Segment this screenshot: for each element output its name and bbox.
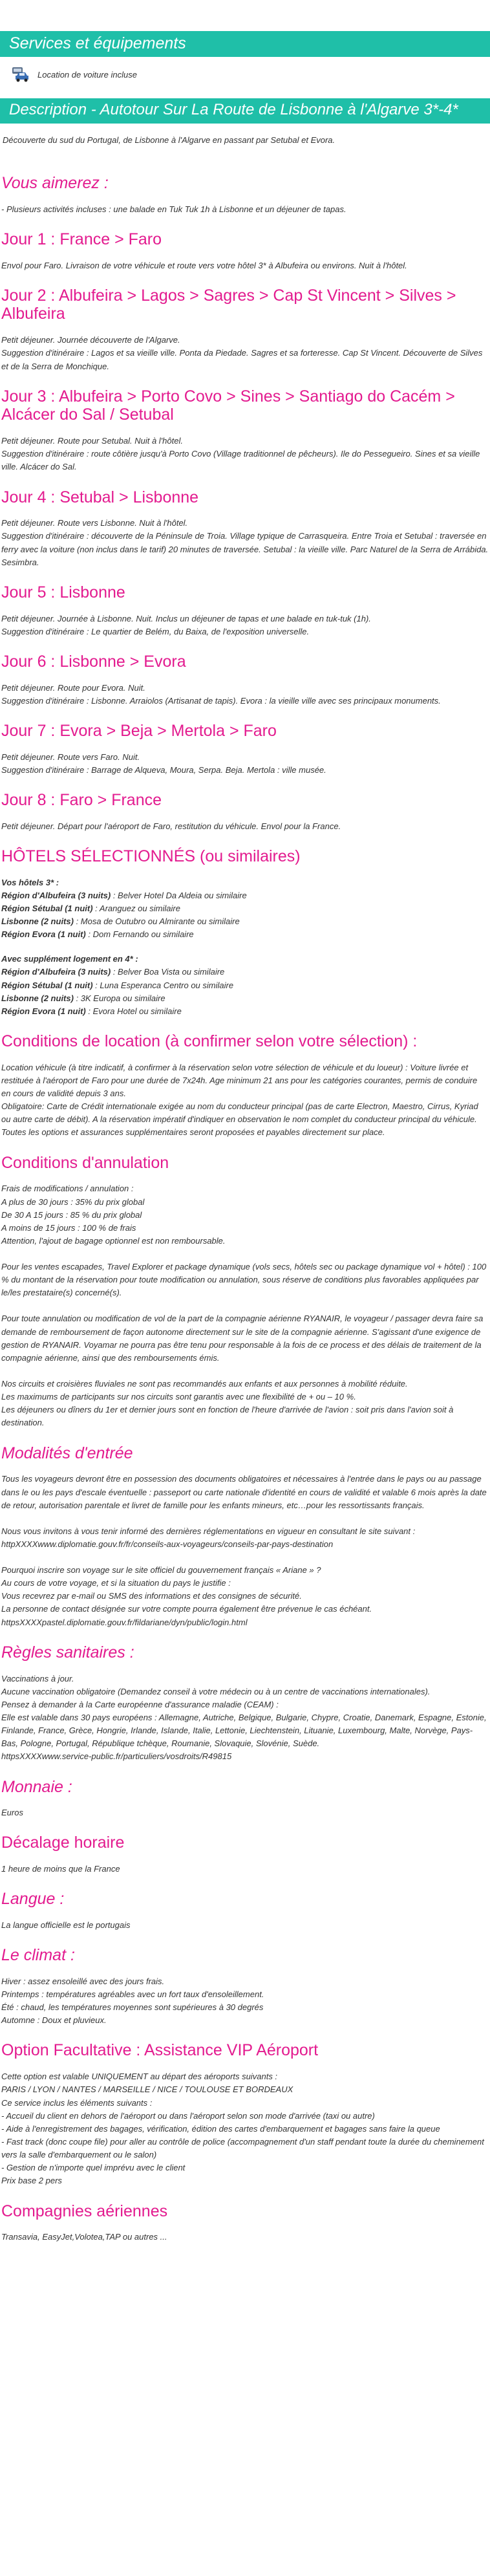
day-5-line: Suggestion d'itinéraire : Le quartier de Belém, du Baixa, de l'exposition universelle. [1, 626, 310, 636]
hotel-row: Région Evora (1 nuit) : Evora Hotel ou similaire [1, 1006, 182, 1016]
modalites-text: Tous les voyageurs devront être en possession des documents obligatoires et nécessaires à l'entrée dans le pays ou au passage dans le ou les pays d'escale éventuelle : passeport ou carte nationale d'identité en cours de validité et valable 6 mois après la date de retour, autorisation parentale et livret de famille pour les enfants mineurs, etc…pour les ressortissants français. Nous vous invitons à vous tenir informé des dernières réglementations en vigueur en consultant le site suivant : httpXXXXwww.diplomatie.gouv.fr/fr/conseils-aux-voyageurs/conseils-par-pays-destination Pourquoi inscrire son voyage sur le site officiel du gouvernement français « Ariane » ? Au cours de votre voyage, et si la situation du pays le justifie : Vous recevrez par e-mail ou SMS des informations et des consignes de sécurité. La personne de contact désignée sur votre compte pourra également être prévenue le cas échéant. httpsXXXXpastel.diplomatie.gouv.fr/fildariane/dyn/public/login.html [1, 1474, 487, 1627]
option-text: Cette option est valable UNIQUEMENT au départ des aéroports suivants : PARIS / LYON / NANTES / MARSEILLE / NICE / TOULOUSE ET BORDEAUX Ce service inclus les éléments suivants : - Accueil du client en dehors de l'aéroport ou dans l'aéroport selon son mode d'arrivée (taxi ou autre) - Aide à l'enregistrement des bagages, vérification, édition des cartes d'embarquement et bagages sans faire la queue - Fast track (donc coupe file) pour aller au contrôle de police (accompagnement d'un staff pendant toute la durée du cheminement vers la salle d'embarquement ou le salon) - Gestion de n'importe quel imprévu avec le client Prix base 2 pers [1, 2072, 484, 2186]
service-item-car [0, 57, 490, 98]
day-5-title: Jour 5 : Lisbonne [1, 583, 125, 601]
day-7-line: Petit déjeuner. Route vers Faro. Nuit. [1, 752, 140, 762]
langue-text: La langue officielle est le portugais [1, 1920, 131, 1931]
hotel-row: Lisbonne (2 nuits) : 3K Europa ou similaire [1, 993, 165, 1003]
decalage-text: 1 heure de moins que la France [1, 1864, 120, 1874]
option-title: Option Facultative : Assistance VIP Aéroport [1, 2041, 319, 2060]
hotels-heading: Avec supplément logement en 4* : [1, 954, 138, 964]
hotel-row: Région d'Albufeira (3 nuits) : Belver Boa Vista ou similaire [1, 967, 225, 977]
conditions-annulation-text: Frais de modifications / annulation : A plus de 30 jours : 35% du prix global De 30 A 15 jours : 85 % du prix global A moins de 15 jours : 100 % de frais Attention, l'ajout de bagage optionnel est non remboursable. Pour les ventes escapades, Travel Explorer et package dynamique (vols secs, hôtels sec ou package dynamique vol + hôtel) : 100 % du montant de la réservation pour toute modification ou annulation, sous réserve de conditions plus favorables appliquées par le/les prestataire(s) concerné(s). Pour toute annulation ou modification de vol de la part de la compagnie aérienne RYANAIR, le voyageur / passager devra faire sa demande de remboursement de façon autonome directement sur le site de la compagnie aérienne. S'agissant d'une exigence de gestion de RYANAIR. Voyamar ne pourra pas être tenu pour responsable à la fois de ce process et des délais de traitement de la compagnie aérienne, ainsi que des remboursements émis. Nos circuits et croisières fluviales ne sont pas recommandés aux enfants et aux personnes à mobilité réduite. Les maximums de participants sur nos circuits sont garantis avec une flexibilité de + ou – 10 %. Les déjeuners ou dîners du 1er et dernier jours sont en fonction de l'heure d'arrivée de l'avion : soit pris dans l'avion soit à destination. [1, 1184, 487, 1428]
description-intro: Découverte du sud du Portugal, de Lisbonne à l'Algarve en passant par Setubal et Evora. [3, 135, 336, 145]
hotels-group-3-star [1, 876, 489, 942]
conditions-location-text: Location véhicule (à titre indicatif, à confirmer à la réservation selon votre sélection de véhicule et du loueur) : Voiture livrée et restituée à l'aéroport de Faro pour une durée de 7x24h. Age minimum 21 ans pour les catégories courantes, permis de conduire en cours de validité depuis 3 ans. Obligatoire: Carte de Crédit internationale exigée au nom du conducteur principal (pas de carte Electron, Maestro, Cirrus, Kyriad ou autre carte de débit). A la réservation impératif d'indiquer en observation le nom complet du conducteur principal du véhicule. Toutes les options et assurances supplémentaires seront proposées et payables directement sur place. [1, 1062, 478, 1138]
description-header: Description - Autotour Sur La Route de Lisbonne à l'Algarve 3*-4* [0, 98, 490, 124]
climat-text: Hiver : assez ensoleillé avec des jours frais. Printemps : températures agréables avec un fort taux d'ensoleillement. Été : chaud, les températures moyennes sont supérieures à 30 degrés Automne : Doux et pluvieux. [1, 1976, 264, 2026]
hotel-row: Région Sétubal (1 nuit) : Aranguez ou similaire [1, 903, 180, 913]
hotels-group-4-star [1, 953, 489, 1018]
day-2-line: Suggestion d'itinéraire : Lagos et sa vieille ville. Ponta da Piedade. Sagres et sa forteresse. Cap St Vincent. Découverte de Silves et de la Serra de Monchique. [1, 348, 483, 371]
day-8-title: Jour 8 : Faro > France [1, 790, 162, 809]
day-4-title: Jour 4 : Setubal > Lisbonne [1, 488, 199, 506]
monnaie-text: Euros [1, 1808, 23, 1818]
vous-aimerez-title: Vous aimerez : [1, 173, 109, 192]
day-4-line: Suggestion d'itinéraire : découverte de la Péninsule de Troia. Village typique de Carrasqueira. Entre Troia et Setubal : traversée en ferry avec la voiture (non inclus dans le tarif) 20 minutes de traversée. Setubal : la vieille ville. Parc Naturel de la Serra de Arrábida. Sesimbra. [1, 531, 489, 567]
day-7-line: Suggestion d'itinéraire : Barrage de Alqueva, Moura, Serpa. Beja. Mertola : ville musée. [1, 764, 326, 775]
day-3-title: Jour 3 : Albufeira > Porto Covo > Sines > Santiago do Cacém > Alcácer do Sal / Setubal [1, 387, 455, 424]
modalites-title: Modalités d'entrée [1, 1444, 133, 1462]
day-6-line: Petit déjeuner. Route pour Evora. Nuit. [1, 682, 145, 693]
day-5-line: Petit déjeuner. Journée à Lisbonne. Nuit. Inclus un déjeuner de tapas et une balade en tuk-tuk (1h). [1, 613, 371, 623]
hotel-row: Région Sétubal (1 nuit) : Luna Esperanca Centro ou similaire [1, 980, 234, 990]
day-6-title: Jour 6 : Lisbonne > Evora [1, 652, 186, 671]
regles-text: Vaccinations à jour. Aucune vaccination obligatoire (Demandez conseil à votre médecin ou à un centre de vaccinations internationales). Pensez à demander à la Carte européenne d'assurance maladie (CEAM) : Elle est valable dans 30 pays européens : Allemagne, Autriche, Belgique, Bulgarie, Chypre, Croatie, Danemark, Espagne, Estonie, Finlande, France, Grèce, Hongrie, Irlande, Islande, Italie, Lettonie, Liechtenstein, Lituanie, Luxembourg, Malte, Norvège, Pays-Bas, Pologne, Portugal, République tchèque, Roumanie, Slovaquie, Slovénie, Suède. httpsXXXXwww.service-public.fr/particuliers/vosdroits/R49815 [1, 1673, 487, 1762]
hotel-row: Lisbonne (2 nuits) : Mosa de Outubro ou Almirante ou similaire [1, 916, 240, 927]
day-1-line: Envol pour Faro. Livraison de votre véhicule et route vers votre hôtel 3* à Albufeira ou environs. Nuit à l'hôtel. [1, 260, 407, 270]
hotel-row: Région d'Albufeira (3 nuits) : Belver Hotel Da Aldeia ou similaire [1, 890, 247, 900]
hotels-heading: Vos hôtels 3* : [1, 877, 59, 887]
service-item-label: Location de voiture incluse [37, 69, 137, 80]
compagnies-title: Compagnies aériennes [1, 2202, 168, 2220]
decalage-title: Décalage horaire [1, 1834, 125, 1852]
day-3-line: Suggestion d'itinéraire : route côtière jusqu'à Porto Covo (Village traditionnel de pêcheurs). Ile do Pessegueiro. Sines et sa vieille ville. Alcácer do Sal. [1, 449, 480, 472]
climat-title: Le climat : [1, 1946, 75, 1965]
day-8-line: Petit déjeuner. Départ pour l'aéroport de Faro, restitution du véhicule. Envol pour la France. [1, 821, 341, 831]
services-header: Services et équipements [0, 31, 490, 57]
conditions-location-title: Conditions de location (à confirmer selon votre sélection) : [1, 1032, 418, 1051]
description-section [0, 124, 490, 2244]
monnaie-title: Monnaie : [1, 1777, 72, 1796]
day-1-title: Jour 1 : France > Faro [1, 230, 162, 248]
car-icon [12, 66, 30, 84]
compagnies-text: Transavia, EasyJet,Volotea,TAP ou autres ... [1, 2232, 167, 2242]
vous-aimerez-text: - Plusieurs activités incluses : une balade en Tuk Tuk 1h à Lisbonne et un déjeuner de tapas. [1, 204, 346, 214]
day-2-title: Jour 2 : Albufeira > Lagos > Sagres > Cap St Vincent > Silves > Albufeira [1, 286, 456, 323]
day-4-line: Petit déjeuner. Route vers Lisbonne. Nuit à l'hôtel. [1, 518, 188, 528]
hotel-row: Région Evora (1 nuit) : Dom Fernando ou similaire [1, 929, 194, 940]
day-6-line: Suggestion d'itinéraire : Lisbonne. Arraiolos (Artisanat de tapis). Evora : la vieille ville avec ses principaux monuments. [1, 695, 441, 706]
day-7-title: Jour 7 : Evora > Beja > Mertola > Faro [1, 721, 277, 740]
day-2-line: Petit déjeuner. Journée découverte de l'Algarve. [1, 335, 180, 345]
hotels-title: HÔTELS SÉLECTIONNÉS (ou similaires) [1, 847, 301, 865]
conditions-annulation-title: Conditions d'annulation [1, 1153, 169, 1172]
langue-title: Langue : [1, 1890, 65, 1909]
day-3-line: Petit déjeuner. Route pour Setubal. Nuit à l'hôtel. [1, 436, 183, 446]
regles-title: Règles sanitaires : [1, 1643, 134, 1661]
